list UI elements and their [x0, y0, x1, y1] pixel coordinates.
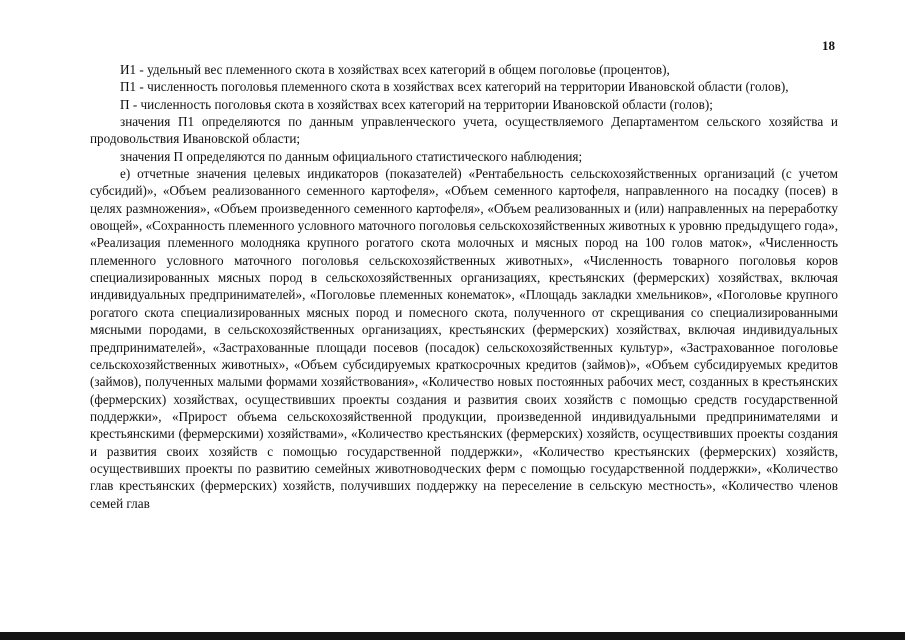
- document-body: [90, 61, 838, 512]
- paragraph-p-definition: П - численность поголовья скота в хозяйствах всех категорий на территории Ивановской области (голов);: [120, 96, 713, 112]
- bottom-scan-edge: [0, 632, 905, 640]
- page-number: 18: [822, 38, 835, 53]
- paragraph-i1-definition: И1 - удельный вес племенного скота в хозяйствах всех категорий в общем поголовье (процентов),: [120, 62, 670, 77]
- paragraph-p1-source: значения П1 определяются по данным управленческого учета, осуществляемого Департаментом сельского хозяйства и продовольствия Ивановской области;: [90, 114, 838, 147]
- paragraph-p-source: значения П определяются по данным официального статистического наблюдения;: [120, 148, 583, 164]
- paragraph-p1-definition: П1 - численность поголовья племенного скота в хозяйствах всех категорий на территории Ивановской области (голов),: [120, 79, 789, 95]
- paragraph-indicators-list: е) отчетные значения целевых индикаторов (показателей) «Рентабельность сельскохозяйственных организаций (с учетом субсидий)», «Объем реализованного семенного картофеля», «Объем семенного картофеля, направленного на посадку (посев) в целях размножения», «Объем произведенного семенного картофеля», «Объем реализованных и (или) направленных на переработку овощей», «Сохранность племенного условного маточного поголовья сельскохозяйственных животных к уровню предыдущего года», «Реализация племенного молодняка крупного рогатого скота молочных и мясных пород на 100 голов маток», «Численность племенного условного маточного поголовья сельскохозяйственных животных», «Численность товарного поголовья коров специализированных мясных пород в сельскохозяйственных организациях, крестьянских (фермерских) хозяйствах, включая индивидуальных предпринимателей», «Поголовье племенных конематок», «Площадь закладки хмельников», «Поголовье крупного рогатого скота специализированных мясных пород и помесного скота, полученного от скрещивания со специализированными мясными породами, в сельскохозяйственных организациях, крестьянских (фермерских) хозяйствах, включая индивидуальных предпринимателей», «Застрахованные площади посевов (посадок) сельскохозяйственных культур», «Застрахованное поголовье сельскохозяйственных животных», «Объем субсидируемых краткосрочных кредитов (займов)», «Объем субсидируемых кредитов (займов), полученных малыми формами хозяйствования», «Количество новых постоянных рабочих мест, созданных в крестьянских (фермерских) хозяйствах, осуществивших проекты создания и развития своих хозяйств с помощью средств государственной поддержки», «Прирост объема сельскохозяйственной продукции, произведенной индивидуальными предпринимателями и крестьянскими (фермерскими) хозяйствами», «Количество крестьянских (фермерских) хозяйств, осуществивших проекты создания и развития своих хозяйств с помощью государственной поддержки», «Количество крестьянских (фермерских) хозяйств, осуществивших проекты по развитию семейных животноводческих ферм с помощью государственной поддержки», «Количество глав крестьянских (фермерских) хозяйств, получивших поддержку на переселение в сельскую местность», «Количество членов семей глав: [90, 166, 838, 511]
